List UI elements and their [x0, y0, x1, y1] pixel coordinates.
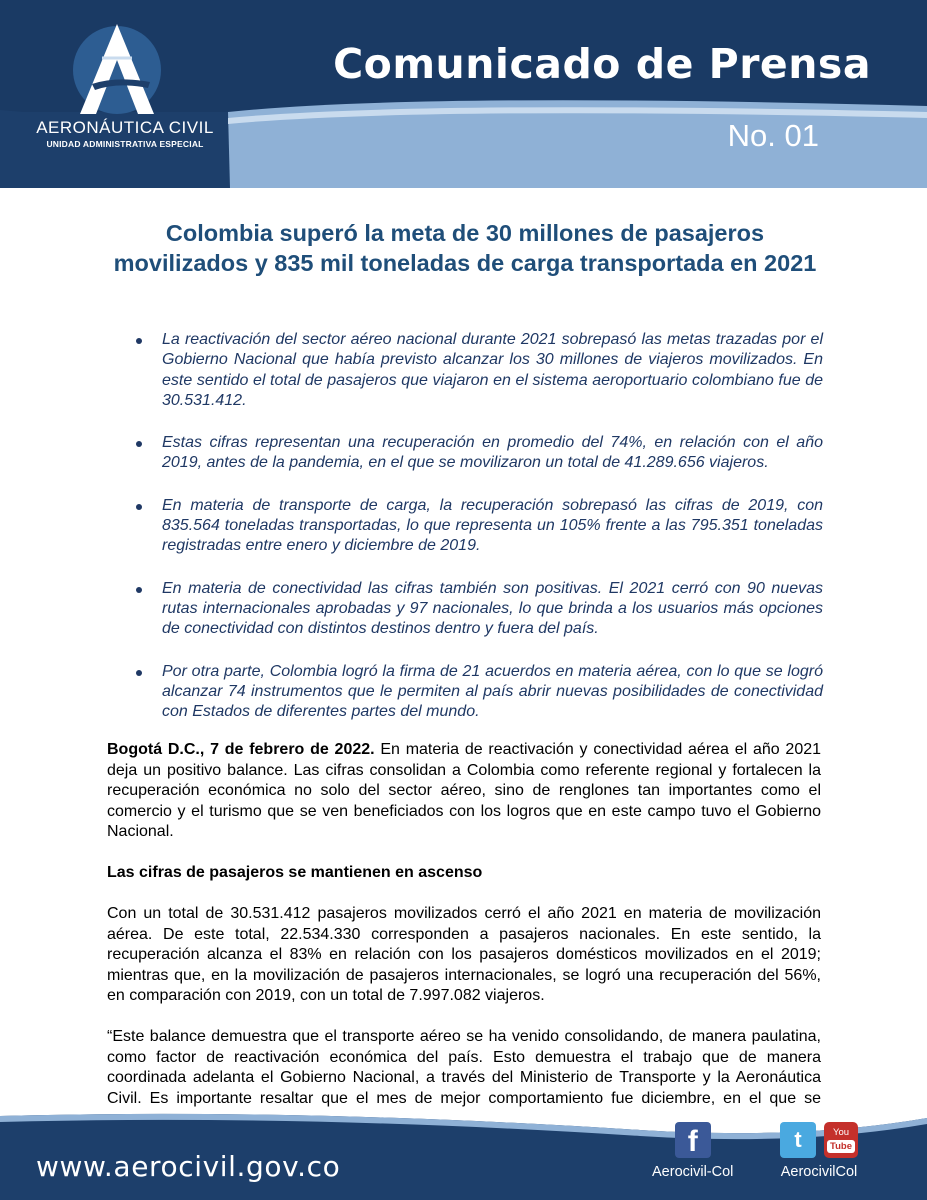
facebook-icon: f [675, 1122, 711, 1158]
website-link[interactable]: www.aerocivil.gov.co [36, 1150, 341, 1183]
facebook-label: Aerocivil-Col [652, 1164, 734, 1180]
youtube-icon[interactable] [824, 1122, 858, 1158]
intro-text: En materia de reactivación y conectividad aérea el año 2021 deja un positivo balance. Las cifras consolidan a Colombia como referente regional y fortalecen la recuperación económica no solo del sector aéreo, sino de renglones tan importantes como el comercio y el turismo que se ven beneficiados con los logros que en este campo tuvo el Gobierno Nacional. [107, 741, 822, 840]
summary-bullets [130, 330, 823, 744]
bullet-text: La reactivación del sector aéreo nacional durante 2021 sobrepasó las metas trazadas por el Gobierno Nacional que había previsto alcanzar los 30 millones de viajeros movilizados. En este sentido el total de pasajeros que viajaron en el sistema aeroportuario colombiano fue de 30.531.412. [162, 331, 823, 409]
aerocivil-logo [62, 18, 172, 118]
youtube-you: You [832, 1127, 850, 1138]
dateline: Bogotá D.C., 7 de febrero de 2022. [107, 741, 375, 758]
intro-paragraph [107, 740, 821, 843]
brand-name: AERONÁUTICA CIVIL [36, 118, 214, 137]
bullet-icon [136, 441, 142, 447]
bullet-item [130, 330, 823, 411]
press-release-number: No. 01 [727, 118, 819, 153]
bullet-text: En materia de transporte de carga, la recuperación sobrepasó las cifras de 2019, con 835.564 toneladas transportadas, lo que representa un 105% frente a las 795.351 toneladas registradas entre enero y diciembre de 2019. [162, 496, 823, 555]
social-icons [780, 1122, 858, 1158]
bullet-icon [136, 670, 142, 676]
bullet-item [130, 579, 823, 640]
brand-block [30, 118, 220, 150]
bullet-icon [136, 587, 142, 593]
bullet-icon [136, 504, 142, 510]
bullet-icon [136, 338, 142, 344]
bullet-item [130, 433, 823, 474]
bullet-text: En materia de conectividad las cifras también son positivas. El 2021 cerró con 90 nuevas rutas internacionales aprobadas y 97 nacionales, lo que brinda a los usuarios más opciones de conectividad con distintos destinos dentro y fuera del país. [162, 579, 823, 638]
paragraph-passengers: Con un total de 30.531.412 pasajeros movilizados cerró el año 2021 en materia de movilización aérea. De este total, 22.534.330 corresponden a pasajeros nacionales. En este sentido, la recuperación alcanza el 83% en relación con los pasajeros domésticos movilizados en el 2019; mientras que, en la movilización de pasajeros internacionales, se logró una recuperación del 56%, en comparación con 2019, con un total de 7.997.082 viajeros. [107, 905, 821, 1004]
article-body [107, 740, 821, 1150]
page-footer [0, 1108, 927, 1200]
paragraph-quote: “Este balance demuestra que el transporte aéreo se ha venido consolidando, de manera paulatina, como factor de reactivación económica del país. Esto demuestra el trabajo que de manera coordinada adelanta el Gobierno Nacional, a través del Ministerio de Transporte y la Aeronáutica Civil. Es importante resaltar que el mes de mejor comportamiento fue diciembre, en el que se [107, 1028, 821, 1107]
headline: Colombia superó la meta de 30 millones de pasajeros movilizados y 835 mil toneladas de carga transportada en 2021 [113, 220, 817, 276]
press-header [0, 0, 927, 188]
press-release-title: Comunicado de Prensa [333, 40, 871, 88]
brand-subtitle: UNIDAD ADMINISTRATIVA ESPECIAL [46, 139, 204, 149]
bullet-item [130, 496, 823, 557]
bullet-text: Por otra parte, Colombia logró la firma de 21 acuerdos en materia aérea, con lo que se logró alcanzar 74 instrumentos que le permiten al país abrir nuevas posibilidades de conectividad con Estados de diferentes partes del mundo. [162, 662, 823, 721]
facebook-link[interactable] [652, 1122, 733, 1180]
bullet-text: Estas cifras representan una recuperación en promedio del 74%, en relación con el año 2019, antes de la pandemia, en el que se movilizaron un total de 41.289.656 viajeros. [162, 434, 823, 472]
section-subheading: Las cifras de pasajeros se mantienen en ascenso [107, 864, 483, 881]
twitter-icon[interactable]: t [780, 1122, 816, 1158]
twitter-label: AerocivilCol [780, 1164, 858, 1180]
youtube-tube: Tube [827, 1140, 855, 1153]
twitter-youtube-links[interactable] [780, 1122, 858, 1180]
bullet-item [130, 662, 823, 723]
